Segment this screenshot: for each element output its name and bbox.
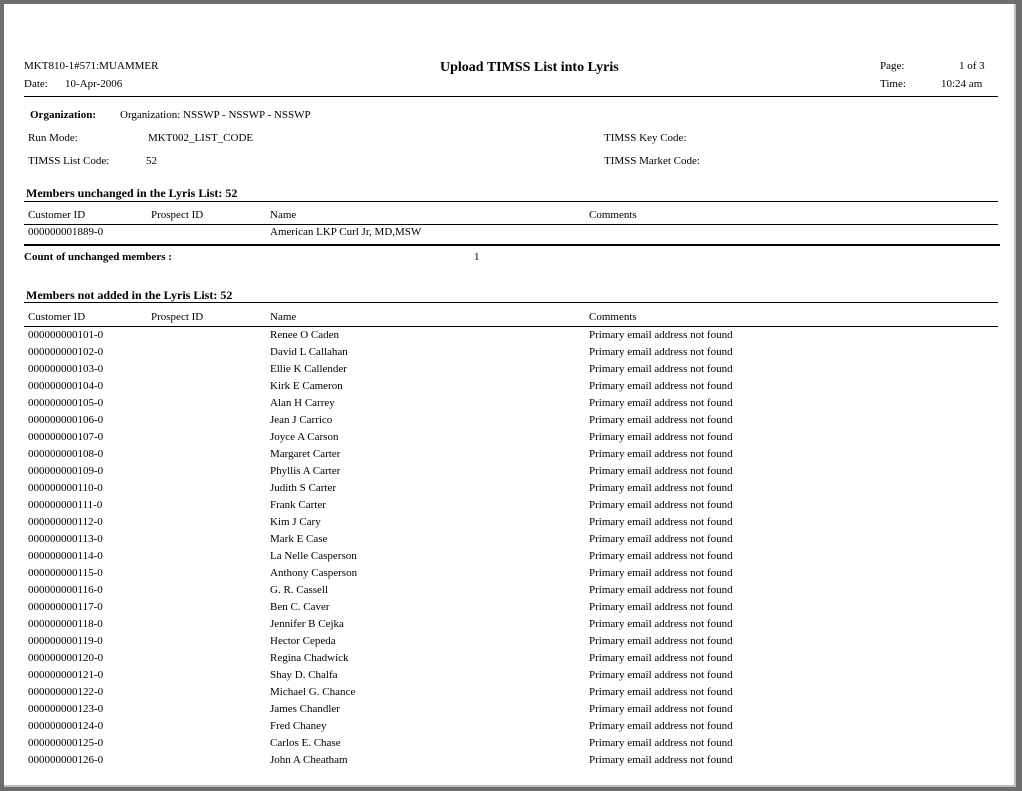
customer-id: 000000000123-0: [28, 703, 104, 715]
member-name: Ben C. Caver: [270, 601, 330, 613]
col-name: Name: [270, 311, 297, 323]
col-customer-id: Customer ID: [28, 311, 86, 323]
table-row: [4, 329, 1004, 346]
list-code-label: TIMSS List Code:: [28, 155, 110, 167]
comment: Primary email address not found: [589, 618, 733, 630]
report-id: MKT810-1#571:MUAMMER: [24, 60, 159, 72]
org-value: Organization: NSSWP - NSSWP - NSSWP: [120, 109, 311, 121]
member-name: Fred Chaney: [270, 720, 327, 732]
page-value: 1 of 3: [959, 60, 985, 72]
member-name: Shay D. Chalfa: [270, 669, 338, 681]
member-name: G. R. Cassell: [270, 584, 329, 596]
comment: Primary email address not found: [589, 737, 733, 749]
customer-id: 000000000101-0: [28, 329, 104, 341]
member-name: Ellie K Callender: [270, 363, 347, 375]
run-mode-label: Run Mode:: [28, 132, 78, 144]
comment: Primary email address not found: [589, 567, 733, 579]
member-name: James Chandler: [270, 703, 340, 715]
comment: Primary email address not found: [589, 635, 733, 647]
customer-id: 000000000109-0: [28, 465, 104, 477]
member-name: Kirk E Cameron: [270, 380, 343, 392]
table-row: [4, 737, 1004, 754]
customer-id: 000000000122-0: [28, 686, 104, 698]
member-name: Mark E Case: [270, 533, 328, 545]
comment: Primary email address not found: [589, 499, 733, 511]
table-row: [4, 346, 1004, 363]
col-customer-id: Customer ID: [28, 209, 86, 221]
member-name: Renee O Caden: [270, 329, 340, 341]
customer-id: 000000000105-0: [28, 397, 104, 409]
comment: Primary email address not found: [589, 720, 733, 732]
table-row: [4, 618, 1004, 635]
comment: Primary email address not found: [589, 703, 733, 715]
comment: Primary email address not found: [589, 584, 733, 596]
table-row: [4, 652, 1004, 669]
key-code-label: TIMSS Key Code:: [604, 132, 687, 144]
table-row: [4, 635, 1004, 652]
customer-id: 000000000121-0: [28, 669, 104, 681]
table-row: [4, 226, 1004, 243]
table-row: [4, 720, 1004, 737]
run-mode-value: MKT002_LIST_CODE: [148, 132, 254, 144]
unchanged-count-value: 1: [474, 251, 480, 263]
comment: Primary email address not found: [589, 329, 733, 341]
member-name: Carlos E. Chase: [270, 737, 341, 749]
table-row: [4, 584, 1004, 601]
table-row: [4, 550, 1004, 567]
customer-id: 000000001889-0: [28, 226, 104, 238]
customer-id: 000000000106-0: [28, 414, 104, 426]
customer-id: 000000000113-0: [28, 533, 103, 545]
unchanged-heading: Members unchanged in the Lyris List: 52: [26, 186, 238, 200]
member-name: Regina Chadwick: [270, 652, 349, 664]
table-row: [4, 431, 1004, 448]
customer-id: 000000000111-0: [28, 499, 103, 511]
member-name: Phyllis A Carter: [270, 465, 341, 477]
table-row: [4, 499, 1004, 516]
comment: Primary email address not found: [589, 431, 733, 443]
customer-id: 000000000124-0: [28, 720, 104, 732]
customer-id: 000000000102-0: [28, 346, 104, 358]
comment: Primary email address not found: [589, 686, 733, 698]
table-row: [4, 380, 1004, 397]
unchanged-total-rule: [24, 244, 1000, 246]
customer-id: 000000000112-0: [28, 516, 103, 528]
unchanged-count-label: Count of unchanged members :: [24, 251, 172, 263]
member-name: Jennifer B Cejka: [270, 618, 344, 630]
not-added-heading-rule: [24, 302, 998, 303]
comment: Primary email address not found: [589, 516, 733, 528]
table-row: [4, 482, 1004, 499]
table-row: [4, 754, 1004, 771]
member-name: Judith S Carter: [270, 482, 336, 494]
member-name: Hector Cepeda: [270, 635, 336, 647]
customer-id: 000000000126-0: [28, 754, 104, 766]
comment: Primary email address not found: [589, 669, 733, 681]
customer-id: 000000000110-0: [28, 482, 103, 494]
date-value: 10-Apr-2006: [65, 78, 123, 90]
comment: Primary email address not found: [589, 533, 733, 545]
comment: Primary email address not found: [589, 465, 733, 477]
table-row: [4, 686, 1004, 703]
table-row: [4, 397, 1004, 414]
report-page: [4, 4, 1016, 787]
comment: Primary email address not found: [589, 601, 733, 613]
table-row: [4, 516, 1004, 533]
customer-id: 000000000104-0: [28, 380, 104, 392]
member-name: La Nelle Casperson: [270, 550, 357, 562]
customer-id: 000000000125-0: [28, 737, 104, 749]
member-name: John A Cheatham: [270, 754, 348, 766]
member-name: David L Callahan: [270, 346, 348, 358]
customer-id: 000000000107-0: [28, 431, 104, 443]
date-label: Date:: [24, 78, 48, 90]
comment: Primary email address not found: [589, 397, 733, 409]
report-title: Upload TIMSS List into Lyris: [440, 60, 619, 75]
member-name: Anthony Casperson: [270, 567, 358, 579]
table-row: [4, 533, 1004, 550]
table-row: [4, 567, 1004, 584]
table-row: [4, 363, 1004, 380]
table-row: [4, 465, 1004, 482]
comment: Primary email address not found: [589, 380, 733, 392]
col-prospect-id: Prospect ID: [151, 209, 204, 221]
table-row: [4, 703, 1004, 720]
table-row: [4, 669, 1004, 686]
col-comments: Comments: [589, 311, 637, 323]
page-label: Page:: [880, 60, 905, 72]
member-name: Jean J Carrico: [270, 414, 333, 426]
unchanged-header-rule: [24, 224, 998, 225]
member-name: American LKP Curl Jr, MD,MSW: [270, 226, 422, 238]
customer-id: 000000000119-0: [28, 635, 103, 647]
comment: Primary email address not found: [589, 754, 733, 766]
comment: Primary email address not found: [589, 482, 733, 494]
col-prospect-id: Prospect ID: [151, 311, 204, 323]
member-name: Kim J Cary: [270, 516, 321, 528]
comment: Primary email address not found: [589, 652, 733, 664]
member-name: Frank Carter: [270, 499, 326, 511]
market-code-label: TIMSS Market Code:: [604, 155, 700, 167]
list-code-value: 52: [146, 155, 157, 167]
unchanged-heading-rule: [24, 201, 998, 202]
member-name: Alan H Carrey: [270, 397, 335, 409]
member-name: Margaret Carter: [270, 448, 341, 460]
customer-id: 000000000117-0: [28, 601, 103, 613]
col-comments: Comments: [589, 209, 637, 221]
org-label: Organization:: [30, 109, 96, 121]
customer-id: 000000000116-0: [28, 584, 103, 596]
member-name: Michael G. Chance: [270, 686, 356, 698]
comment: Primary email address not found: [589, 346, 733, 358]
header-divider: [24, 96, 998, 97]
comment: Primary email address not found: [589, 448, 733, 460]
table-row: [4, 601, 1004, 618]
col-name: Name: [270, 209, 297, 221]
customer-id: 000000000108-0: [28, 448, 104, 460]
not-added-header-rule: [24, 326, 998, 327]
not-added-heading: Members not added in the Lyris List: 52: [26, 288, 233, 302]
customer-id: 000000000120-0: [28, 652, 104, 664]
table-row: [4, 448, 1004, 465]
time-label: Time:: [880, 78, 906, 90]
customer-id: 000000000114-0: [28, 550, 103, 562]
time-value: 10:24 am: [941, 78, 983, 90]
member-name: Joyce A Carson: [270, 431, 339, 443]
table-row: [4, 414, 1004, 431]
comment: Primary email address not found: [589, 363, 733, 375]
customer-id: 000000000118-0: [28, 618, 103, 630]
customer-id: 000000000103-0: [28, 363, 104, 375]
customer-id: 000000000115-0: [28, 567, 103, 579]
comment: Primary email address not found: [589, 414, 733, 426]
comment: Primary email address not found: [589, 550, 733, 562]
